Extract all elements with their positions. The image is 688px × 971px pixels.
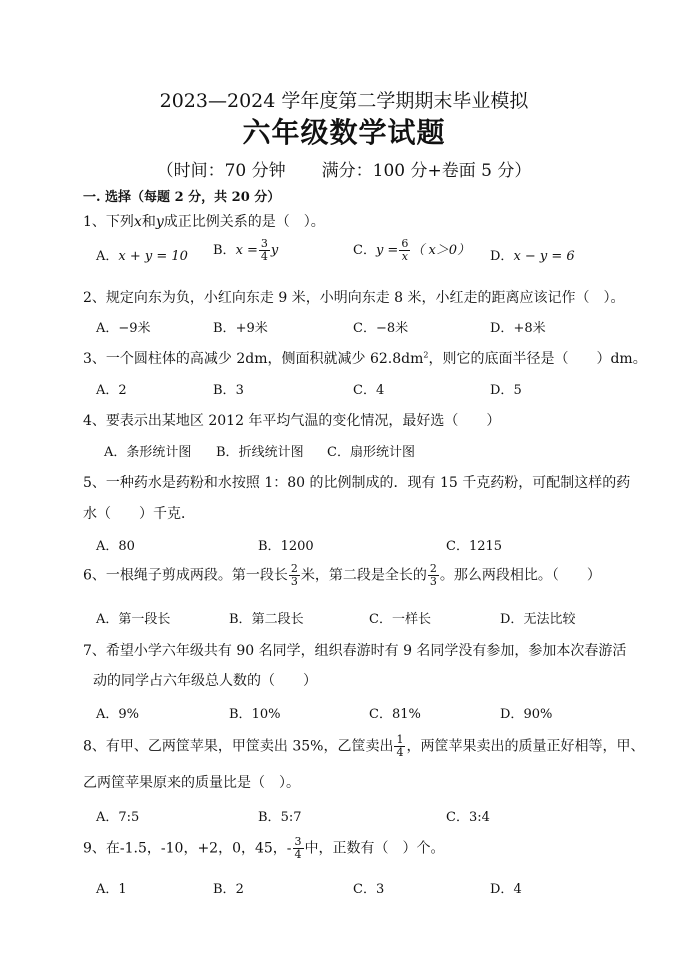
question-7-option-d[interactable]: D．90% [500,707,553,722]
question-6-option-a[interactable]: A．第一段长 [96,612,171,627]
question-2-option-d[interactable]: D．+8米 [490,321,546,336]
question-7-option-a[interactable]: A．9% [96,707,140,722]
question-6-option-d[interactable]: D．无法比较 [500,612,576,627]
question-5-option-c[interactable]: C．1215 [446,539,503,554]
question-4-option-a[interactable]: A．条形统计图 [104,445,192,460]
question-8-option-c[interactable]: C．3:4 [446,810,490,825]
fraction: $\frac{1}{4}$ [396,733,404,759]
question-8-stem-line1: 8、有甲、乙两筐苹果，甲筐卖出 35%，乙筐卖出 $\frac{1}{4}$ ，两筐苹果卖出的质量正好相等，甲、 [83,733,645,759]
question-5-option-a[interactable]: A．80 [96,539,135,554]
question-7-option-c[interactable]: C．81% [369,707,421,722]
exam-title: 六年级数学试题 [242,116,446,149]
question-5-option-b[interactable]: B．1200 [258,539,314,554]
question-1-option-d[interactable]: D．x − y = 6 [490,249,575,264]
question-6-stem: 6、一根绳子剪成两段。第一段长 $\frac{2}{3}$ 米，第二段是全长的 $\frac{2}{3}$ 。那么两段相比。（ ） [83,562,601,588]
question-2-option-b[interactable]: B．+9米 [213,321,268,336]
question-9-stem: 9、在-1.5，-10，+2，0，45，- $\frac{3}{4}$ 中，正数有（ ）个。 [83,835,445,861]
question-8-option-a[interactable]: A．7:5 [96,810,140,825]
question-4-stem: 4、要表示出某地区 2012 年平均气温的变化情况，最好选（ ） [83,413,501,429]
question-7-stem-line1: 7、希望小学六年级共有 90 名同学，组织春游时有 9 名同学没有参加，参加本次春游活 [83,643,627,659]
question-1-option-b[interactable]: B．x = $\frac{3}{4}$ y [213,237,279,263]
question-4-option-b[interactable]: B．折线统计图 [216,445,304,460]
question-3-option-a[interactable]: A．2 [96,383,127,398]
question-7-option-b[interactable]: B．10% [229,707,281,722]
fraction: $\frac{3}{4}$ [260,237,268,263]
fraction: $\frac{3}{4}$ [294,835,302,861]
question-6-option-c[interactable]: C．一样长 [369,612,431,627]
exam-time: （时间：70 分钟 [156,161,286,181]
question-2-option-a[interactable]: A．−9米 [96,321,151,336]
question-3-stem: 3、一个圆柱体的高减少 2dm，侧面积就减少 $62.8dm^2$，则它的底面半径是（ ）dm。 [83,350,647,367]
fraction: $\frac{2}{3}$ [290,562,298,588]
section-heading: 一. 选择（每题 2 分，共 20 分） [83,190,281,205]
question-9-option-c[interactable]: C．3 [353,882,385,897]
question-3-option-b[interactable]: B．3 [213,383,244,398]
exam-info [0,156,688,181]
question-3-option-c[interactable]: C．4 [353,383,385,398]
question-5-stem-line1: 5、一种药水是药粉和水按照 1：80 的比例制成的．现有 15 千克药粉，可配制这样的药 [83,475,631,491]
question-1-option-c[interactable]: C．y = $\frac{6}{x}$ （ x＞0） [353,237,471,263]
question-5-stem-line2: 水（ ）千克． [83,506,195,522]
question-9-option-b[interactable]: B．2 [213,882,244,897]
fraction: $\frac{6}{x}$ [401,237,409,263]
fraction: $\frac{2}{3}$ [429,562,437,588]
question-2-stem: 2、规定向东为负，小红向东走 9 米，小明向东走 8 米，小红走的距离应该记作（ ）。 [83,290,625,306]
question-6-option-b[interactable]: B．第二段长 [229,612,304,627]
question-1-stem: 1、下列x和y成正比例关系的是（ ）。 [83,214,325,230]
question-4-option-c[interactable]: C．扇形统计图 [327,445,415,460]
question-7-stem-line2: 动的同学占六年级总人数的（ ） [93,673,317,689]
question-9-option-a[interactable]: A．1 [96,882,127,897]
exam-title-line1: 2023—2024 学年度第二学期期末毕业模拟 [159,90,529,112]
question-3-option-d[interactable]: D．5 [490,383,522,398]
question-8-stem-line2: 乙两筐苹果原来的质量比是（ ）。 [83,775,300,791]
exam-score: 满分：100 分+卷面 5 分） [321,161,532,181]
question-1-option-a[interactable]: A．x + y = 10 [96,249,188,264]
question-9-option-d[interactable]: D．4 [490,882,522,897]
question-2-option-c[interactable]: C．−8米 [353,321,409,336]
question-8-option-b[interactable]: B．5:7 [258,810,302,825]
